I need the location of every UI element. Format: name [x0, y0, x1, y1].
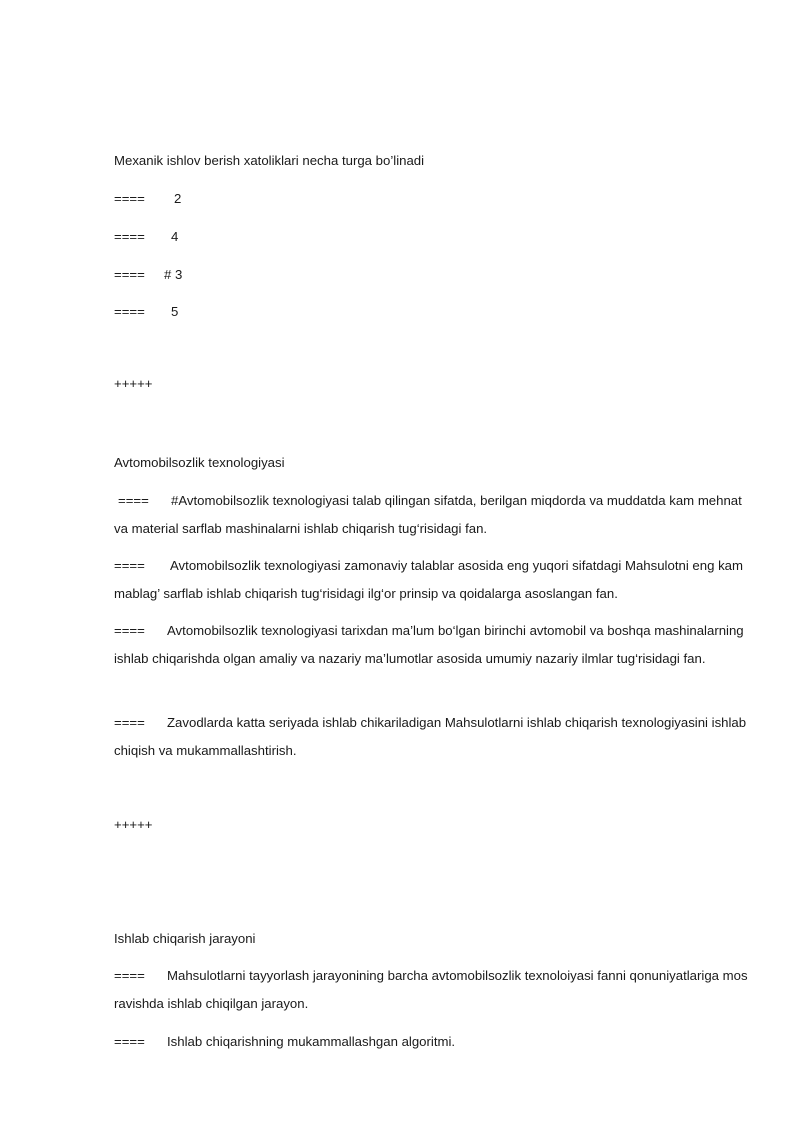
- option-marker: ====: [114, 267, 145, 282]
- q3-option-2: [114, 1028, 754, 1056]
- q2-option-3: [114, 617, 754, 672]
- separator: +++++: [114, 376, 153, 391]
- q1-option-2: [114, 223, 754, 251]
- separator: +++++: [114, 817, 153, 832]
- option-text: #Avtomobilsozlik texnologiyasi talab qilingan sifatda, berilgan miqdorda va muddatda kam mehnat va material sarflab mashinalarni ishlab chiqarish tug‘risidagi fan.: [114, 493, 742, 536]
- option-text: Zavodlarda katta seriyada ishlab chikariladigan Mahsulotlarni ishlab chiqarish texnologiyasini ishlab chiqish va mukammallashtirish.: [114, 715, 747, 758]
- option-text: Avtomobilsozlik texnologiyasi zamonaviy talablar asosida eng yuqori sifatdagi Mahsulotni eng kam mablag’ sarflab ishlab chiqarish tug‘risidagi ilg‘or prinsip va qoidalarga asoslangan fan.: [114, 558, 743, 601]
- question-1-title: Mexanik ishlov berish xatoliklari necha turga bo’linadi: [114, 153, 425, 168]
- option-marker: ====: [114, 304, 145, 319]
- option-text: 2: [174, 191, 182, 206]
- option-marker: ====: [114, 715, 145, 730]
- option-marker: ====: [114, 968, 145, 983]
- option-marker: ====: [114, 191, 145, 206]
- option-marker: ====: [114, 558, 145, 573]
- option-text: # 3: [164, 267, 183, 282]
- option-text: Mahsulotlarni tayyorlash jarayonining barcha avtomobilsozlik texnoloiyasi fanni qonuniyatlariga mos ravishda ishlab chiqilgan jarayon.: [114, 968, 748, 1011]
- q2-option-1: [114, 487, 754, 542]
- option-text: 4: [171, 229, 179, 244]
- q3-option-1: [114, 962, 754, 1017]
- option-text: Avtomobilsozlik texnologiyasi tarixdan ma’lum bo‘lgan birinchi avtomobil va boshqa mashinalarning ishlab chiqarishda olgan amaliy va nazariy ma’lumotlar asosida umumiy nazariy ilmlar tug‘risidagi fan.: [114, 623, 744, 666]
- question-3-title: Ishlab chiqarish jarayoni: [114, 931, 256, 946]
- question-2-title: Avtomobilsozlik texnologiyasi: [114, 455, 285, 470]
- q2-option-4: [114, 709, 754, 764]
- option-marker: ====: [118, 493, 149, 508]
- q1-option-3: [114, 261, 754, 289]
- option-marker: ====: [114, 623, 145, 638]
- q2-option-2: [114, 552, 754, 607]
- option-marker: ====: [114, 229, 145, 244]
- q1-option-1: [114, 185, 754, 213]
- q1-option-4: [114, 298, 754, 326]
- option-text: 5: [171, 304, 179, 319]
- option-text: Ishlab chiqarishning mukammallashgan algoritmi.: [167, 1034, 456, 1049]
- option-marker: ====: [114, 1034, 145, 1049]
